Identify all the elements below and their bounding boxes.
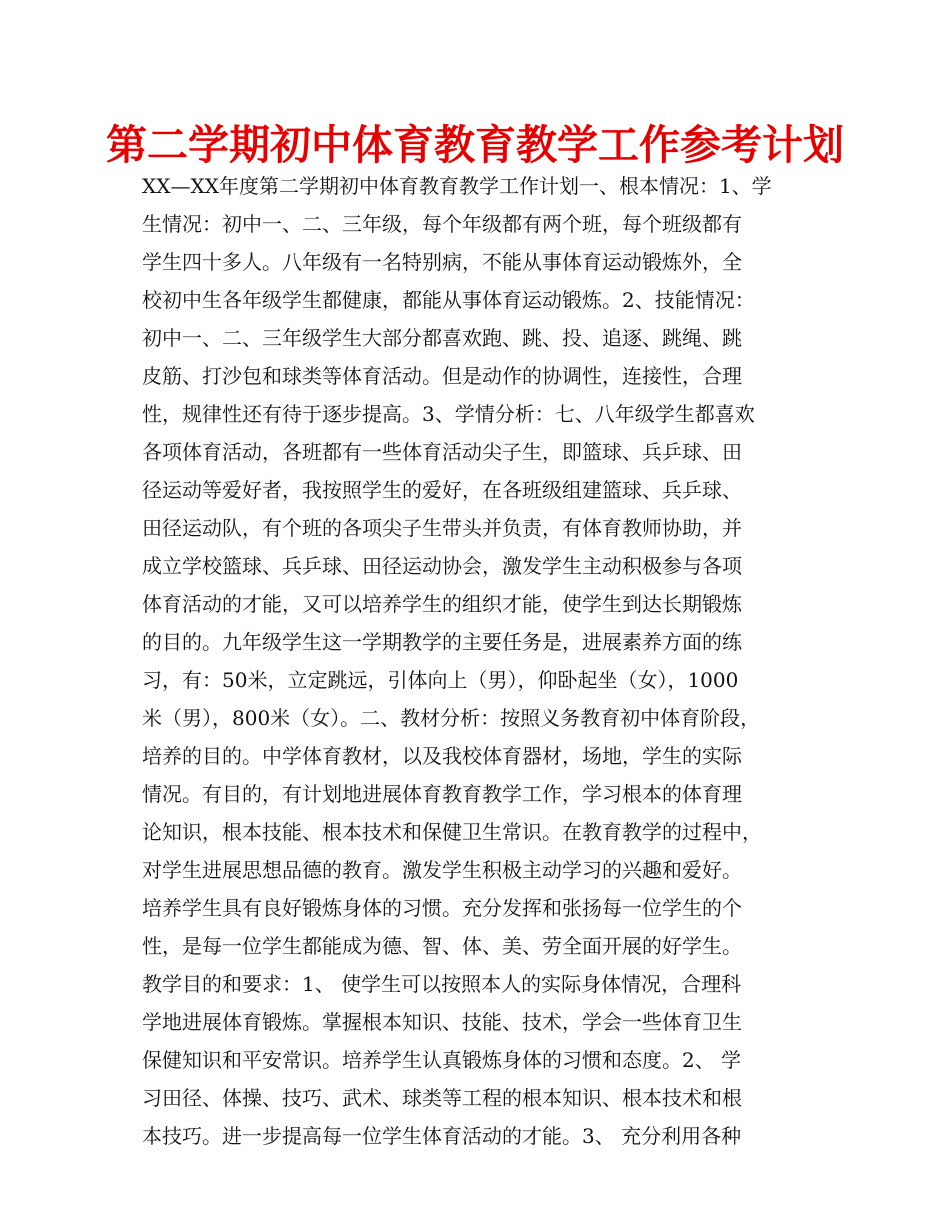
body-line: 校初中生各年级学生都健康，都能从事体育运动锻炼。2、技能情况： (142, 288, 755, 312)
body-line: 对学生进展思想品德的教育。激发学生积极主动学习的兴趣和爱好。 (142, 858, 742, 882)
body-line: 学地进展体育锻炼。掌握根本知识、技能、技术，学会一些体育卫生 (142, 1010, 742, 1034)
body-line: 田径运动队，有个班的各项尖子生带头并负责，有体育教师协助，并 (142, 516, 742, 540)
body-line: 培养学生具有良好锻炼身体的习惯。充分发挥和张扬每一位学生的个 (142, 896, 742, 920)
body-line: 习田径、体操、技巧、武术、球类等工程的根本知识、根本技术和根 (142, 1086, 742, 1110)
body-line: 的目的。九年级学生这一学期教学的主要任务是，进展素养方面的练 (142, 630, 742, 654)
body-line: 成立学校篮球、兵乒球、田径运动协会，激发学生主动积极参与各项 (142, 554, 742, 578)
body-line: 教学目的和要求：1、 使学生可以按照本人的实际身体情况，合理科 (142, 972, 742, 996)
body-line: 培养的目的。中学体育教材，以及我校体育器材，场地，学生的实际 (142, 744, 742, 768)
body-line: 保健知识和平安常识。培养学生认真锻炼身体的习惯和态度。2、 学 (142, 1048, 742, 1072)
document-body (142, 167, 812, 1155)
body-line: 性，规律性还有待于逐步提高。3、学情分析：七、八年级学生都喜欢 (142, 402, 755, 426)
body-line: 学生四十多人。八年级有一名特别病，不能从事体育运动锻炼外，全 (142, 250, 742, 274)
body-line: 皮筋、打沙包和球类等体育活动。但是动作的协调性，连接性，合理 (142, 364, 742, 388)
body-line: 各项体育活动，各班都有一些体育活动尖子生，即篮球、兵乒球、田 (142, 440, 742, 464)
body-line: 初中一、二、三年级学生大部分都喜欢跑、跳、投、追逐、跳绳、跳 (142, 326, 742, 350)
body-line: 本技巧。进一步提高每一位学生体育活动的才能。3、 充分利用各种 (142, 1124, 742, 1148)
body-line: 体育活动的才能，又可以培养学生的组织才能，使学生到达长期锻炼 (142, 592, 742, 616)
body-line: 径运动等爱好者，我按照学生的爱好，在各班级组建篮球、兵乒球、 (142, 478, 742, 502)
body-line: XX—XX年度第二学期初中体育教育教学工作计划一、根本情况：1、学 (142, 174, 772, 198)
body-line: 米（男），800米（女）。二、教材分析：按照义务教育初中体育阶段， (142, 706, 761, 730)
body-line: 性，是每一位学生都能成为德、智、体、美、劳全面开展的好学生。 (142, 934, 742, 958)
body-line: 情况。有目的，有计划地进展体育教育教学工作，学习根本的体育理 (142, 782, 742, 806)
document-title: 第二学期初中体育教育教学工作参考计划 (106, 121, 844, 169)
body-line: 论知识，根本技能、根本技术和保健卫生常识。在教育教学的过程中， (142, 820, 762, 844)
body-line: 生情况：初中一、二、三年级，每个年级都有两个班，每个班级都有 (142, 212, 742, 236)
body-line: 习，有：50米，立定跳远，引体向上（男），仰卧起坐（女），1000 (142, 668, 739, 692)
